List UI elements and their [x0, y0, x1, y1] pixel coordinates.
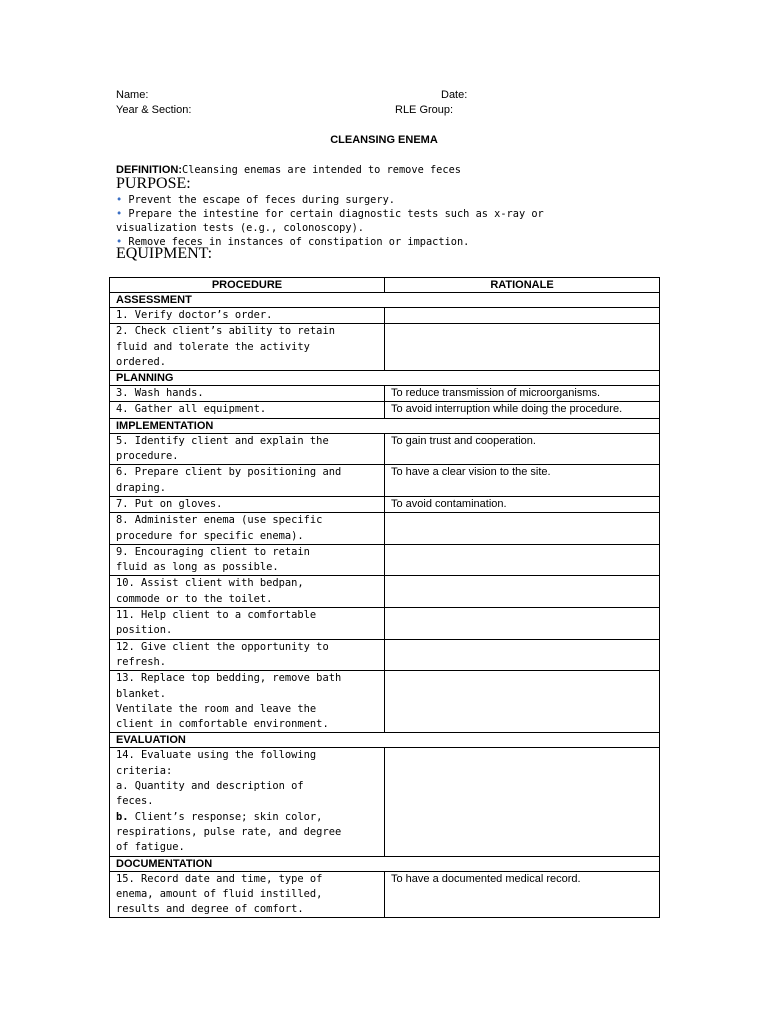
procedure-cell: 13. Replace top bedding, remove bath blanket. Ventilate the room and leave the client in comfortable environment.: [110, 671, 385, 733]
procedure-text: 14. Evaluate using the following criteria: a. Quantity and description of feces.: [116, 749, 317, 808]
section-implementation: IMPLEMENTATION: [110, 418, 660, 433]
section-row: [110, 371, 660, 386]
definition: [116, 162, 676, 177]
section-row: [110, 293, 660, 308]
procedure-cell: 11. Help client to a comfortable position.: [110, 608, 385, 640]
rationale-cell: [385, 324, 660, 371]
purpose-item-text: Remove feces in instances of constipation or impaction.: [128, 236, 470, 248]
table-row: [110, 308, 660, 324]
table-row: [110, 544, 660, 576]
procedure-cell: 2. Check client’s ability to retain fluid and tolerate the activity ordered.: [110, 324, 385, 371]
procedure-cell: 10. Assist client with bedpan, commode or to the toilet.: [110, 576, 385, 608]
table-row: [110, 465, 660, 497]
definition-label: DEFINITION:: [116, 164, 182, 176]
equipment-label: EQUIPMENT:: [116, 245, 213, 262]
rationale-cell: To avoid interruption while doing the procedure.: [385, 402, 660, 418]
table-row: [110, 324, 660, 371]
date-label: Date:: [441, 89, 468, 101]
table-row: [110, 402, 660, 418]
procedure-cell: 8. Administer enema (use specific procedure for specific enema).: [110, 513, 385, 545]
rationale-cell: [385, 544, 660, 576]
criteria-b-label: b.: [116, 810, 129, 823]
table-row: [110, 433, 660, 465]
table-row: [110, 496, 660, 512]
procedure-text: Client’s response; skin color, respirations, pulse rate, and degree of fatigue.: [116, 810, 342, 854]
table-header-row: [110, 278, 660, 293]
table-row: [110, 576, 660, 608]
rationale-cell: To reduce transmission of microorganisms.: [385, 386, 660, 402]
bullet-icon: •: [116, 236, 123, 248]
procedure-cell: 7. Put on gloves.: [110, 496, 385, 512]
rationale-column-header: RATIONALE: [385, 278, 660, 293]
procedure-table: [109, 277, 660, 918]
table-row: [110, 639, 660, 671]
purpose-item-text: Prevent the escape of feces during surgery.: [128, 194, 395, 206]
purpose-item: [116, 193, 676, 207]
section-row: [110, 418, 660, 433]
rationale-cell: [385, 576, 660, 608]
procedure-cell: 5. Identify client and explain the procedure.: [110, 433, 385, 465]
table-row: [110, 608, 660, 640]
procedure-cell: 6. Prepare client by positioning and draping.: [110, 465, 385, 497]
rationale-cell: [385, 639, 660, 671]
purpose-item-text: Prepare the intestine for certain diagnostic tests such as x-ray or visualization tests (e.g., colonoscopy).: [116, 208, 544, 234]
section-documentation: DOCUMENTATION: [110, 856, 660, 871]
procedure-cell: 9. Encouraging client to retain fluid as long as possible.: [110, 544, 385, 576]
bullet-icon: •: [116, 208, 123, 220]
table-row: [110, 871, 660, 918]
year-section-label: Year & Section:: [116, 104, 192, 116]
procedure-cell: 3. Wash hands.: [110, 386, 385, 402]
procedure-column-header: PROCEDURE: [110, 278, 385, 293]
section-row: [110, 856, 660, 871]
rle-group-label: RLE Group:: [395, 104, 454, 116]
table-row: [110, 386, 660, 402]
procedure-cell: 12. Give client the opportunity to refresh.: [110, 639, 385, 671]
purpose-item: [116, 207, 676, 235]
table-row: [110, 748, 660, 856]
rationale-cell: To gain trust and cooperation.: [385, 433, 660, 465]
table-row: [110, 513, 660, 545]
procedure-cell: 1. Verify doctor’s order.: [110, 308, 385, 324]
procedure-cell: 4. Gather all equipment.: [110, 402, 385, 418]
bullet-icon: •: [116, 194, 123, 206]
definition-text: Cleansing enemas are intended to remove feces: [182, 164, 461, 176]
rationale-cell: [385, 308, 660, 324]
document-title: CLEANSING ENEMA: [330, 134, 438, 146]
section-evaluation: EVALUATION: [110, 733, 660, 748]
rationale-cell: To avoid contamination.: [385, 496, 660, 512]
procedure-cell: 15. Record date and time, type of enema, amount of fluid instilled, results and degree of comfort.: [110, 871, 385, 918]
purpose-label: PURPOSE:: [116, 175, 191, 192]
section-row: [110, 733, 660, 748]
table-row: [110, 671, 660, 733]
rationale-cell: To have a documented medical record.: [385, 871, 660, 918]
rationale-cell: [385, 513, 660, 545]
purpose-list: [116, 193, 676, 249]
section-assessment: ASSESSMENT: [110, 293, 660, 308]
rationale-cell: [385, 608, 660, 640]
rationale-cell: To have a clear vision to the site.: [385, 465, 660, 497]
rationale-cell: [385, 671, 660, 733]
name-label: Name:: [116, 89, 149, 101]
rationale-cell: [385, 748, 660, 856]
procedure-cell: [110, 748, 385, 856]
section-planning: PLANNING: [110, 371, 660, 386]
